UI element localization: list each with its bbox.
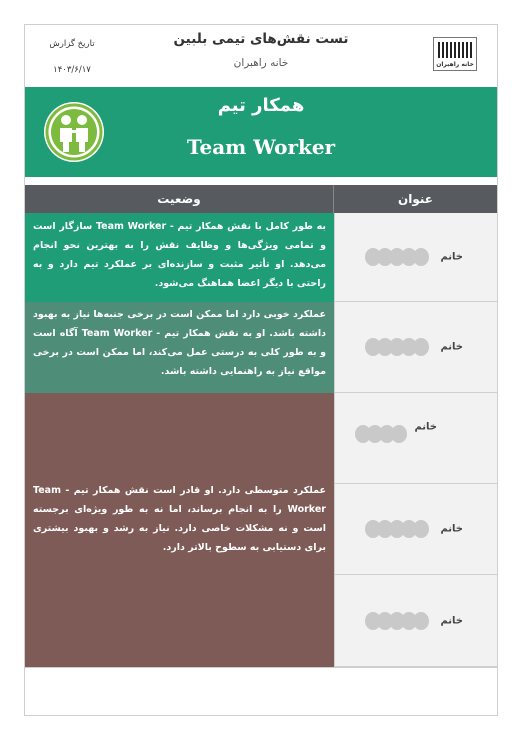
redacted-name: [369, 520, 429, 538]
redacted-name: [369, 248, 429, 266]
table-header: [25, 185, 497, 213]
status-description-excellent: به طور کامل با نقش همکار تیم - Team Worker سازگار است و تمامی ویژگی‌ها و وظایف نقش را به بهترین نحو انجام می‌دهد. او تأثیر مثبت و سازنده‌ای بر عملکرد تیم دارد و به راحتی با دیگر اعضا هماهنگ می‌شود.: [25, 213, 334, 302]
table-row: [334, 484, 497, 575]
team-people-icon: [44, 102, 104, 162]
logo-text: خانه راهبران: [436, 61, 474, 68]
redacted-name: [359, 425, 407, 443]
table-bottom-border: [25, 667, 497, 668]
report-date-value: ۱۴۰۳/۶/۱۷: [53, 65, 91, 75]
table-row: [334, 213, 497, 302]
role-banner: [25, 87, 497, 177]
role-title-english: Team Worker: [186, 135, 336, 159]
report-subtitle: خانه راهبران: [233, 57, 289, 69]
column-header-title: عنوان: [398, 192, 433, 206]
person-title: خانم: [440, 615, 463, 626]
status-description-good: عملکرد خوبی دارد اما ممکن است در برخی جنبه‌ها نیاز به بهبود داشته باشد. او به نقش همکار تیم - Team Worker آگاه است و به طور کلی به درستی عمل می‌کند، اما ممکن است در برخی مواقع نیاز به راهنمایی داشته باشد.: [25, 302, 334, 393]
table-row: [334, 393, 497, 484]
column-header-status: وضعیت: [25, 185, 334, 213]
person-title: خانم: [414, 421, 437, 433]
report-page: [24, 24, 498, 716]
redacted-name: [369, 612, 429, 630]
logo-mark-icon: [438, 42, 472, 58]
table-row: [334, 575, 497, 667]
person-title: خانم: [440, 251, 463, 263]
company-logo: [433, 37, 477, 71]
status-description-average: عملکرد متوسطی دارد. او قادر است نقش همکار تیم - Team Worker را به انجام برساند، اما نه به طور ویژه‌ای برجسته است و نه مشکلات خاصی دارد. نیاز به رشد و بهبود بیشتری برای دستیابی به سطوح بالاتر دارد.: [25, 393, 334, 667]
role-title-persian: همکار تیم: [217, 95, 305, 116]
redacted-name: [369, 338, 429, 356]
person-title: خانم: [440, 523, 463, 535]
evaluation-table: [25, 185, 497, 675]
report-header: [25, 25, 497, 87]
report-date-label: تاریخ گزارش: [49, 39, 95, 49]
table-row: [334, 302, 497, 393]
report-title: تست نقش‌های تیمی بلبین: [173, 31, 349, 47]
person-title: خانم: [440, 341, 463, 353]
